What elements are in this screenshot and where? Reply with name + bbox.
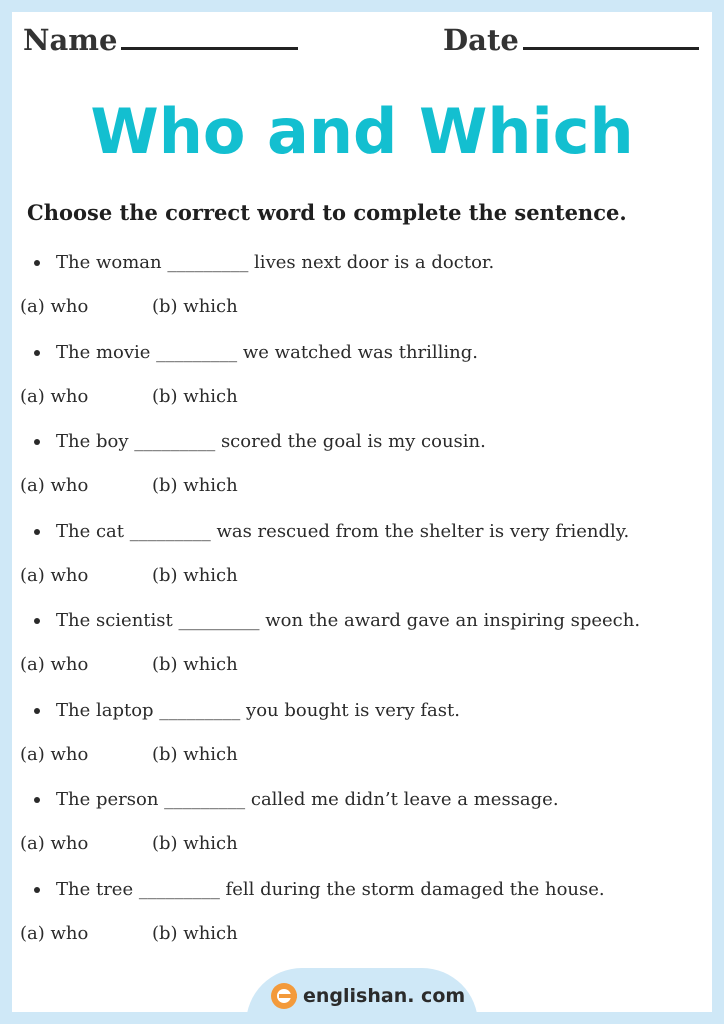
footer-logo-text: englishan. com bbox=[303, 985, 466, 1007]
bullet-icon bbox=[34, 439, 40, 445]
option-a[interactable]: (a) who bbox=[20, 923, 89, 944]
option-b[interactable]: (b) which bbox=[152, 833, 238, 854]
question-sentence: The person _________ called me didn’t leave a message. bbox=[56, 789, 559, 810]
instructions: Choose the correct word to complete the sentence. bbox=[27, 200, 627, 225]
bullet-icon bbox=[34, 529, 40, 535]
page-title: Who and Which bbox=[90, 95, 634, 168]
option-a[interactable]: (a) who bbox=[20, 833, 89, 854]
option-a[interactable]: (a) who bbox=[20, 386, 89, 407]
bullet-icon bbox=[34, 618, 40, 624]
bullet-icon bbox=[34, 350, 40, 356]
option-a[interactable]: (a) who bbox=[20, 744, 89, 765]
bullet-icon bbox=[34, 260, 40, 266]
bullet-icon bbox=[34, 887, 40, 893]
question-sentence: The boy _________ scored the goal is my cousin. bbox=[56, 431, 486, 452]
option-b[interactable]: (b) which bbox=[152, 296, 238, 317]
date-field-line[interactable] bbox=[523, 47, 699, 50]
option-b[interactable]: (b) which bbox=[152, 744, 238, 765]
option-a[interactable]: (a) who bbox=[20, 654, 89, 675]
name-label: Name bbox=[23, 23, 118, 57]
question-sentence: The movie _________ we watched was thrilling. bbox=[56, 342, 479, 363]
date-label: Date bbox=[443, 23, 519, 57]
option-a[interactable]: (a) who bbox=[20, 296, 89, 317]
question-sentence: The scientist _________ won the award gave an inspiring speech. bbox=[56, 610, 641, 631]
question-sentence: The woman _________ lives next door is a doctor. bbox=[56, 252, 495, 273]
question-sentence: The laptop _________ you bought is very fast. bbox=[56, 700, 460, 721]
bullet-icon bbox=[34, 708, 40, 714]
option-a[interactable]: (a) who bbox=[20, 475, 89, 496]
option-a[interactable]: (a) who bbox=[20, 565, 89, 586]
bullet-icon bbox=[34, 797, 40, 803]
question-sentence: The tree _________ fell during the storm damaged the house. bbox=[56, 879, 605, 900]
englishan-logo-icon bbox=[271, 983, 297, 1009]
option-b[interactable]: (b) which bbox=[152, 386, 238, 407]
option-b[interactable]: (b) which bbox=[152, 565, 238, 586]
question-sentence: The cat _________ was rescued from the shelter is very friendly. bbox=[56, 521, 630, 542]
option-b[interactable]: (b) which bbox=[152, 475, 238, 496]
option-b[interactable]: (b) which bbox=[152, 654, 238, 675]
name-field-line[interactable] bbox=[121, 47, 298, 50]
option-b[interactable]: (b) which bbox=[152, 923, 238, 944]
